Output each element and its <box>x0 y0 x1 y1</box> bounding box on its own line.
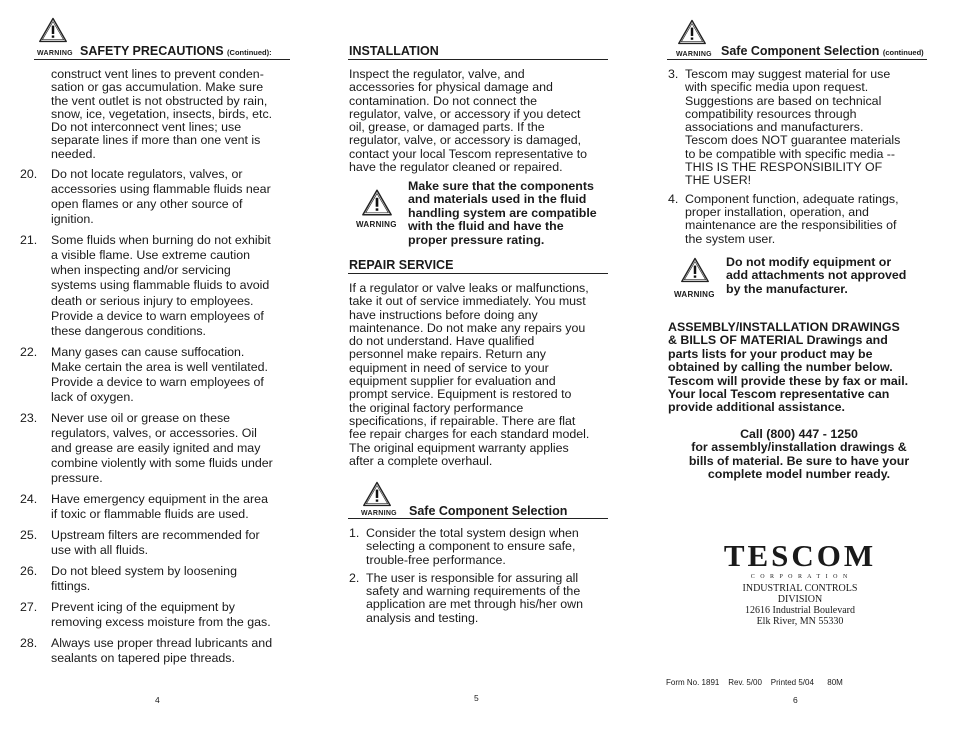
list-item <box>20 564 295 594</box>
safe-component-continued-list <box>668 68 930 251</box>
list-item-text: Consider the total system design when selecting a component to ensure safe, trouble-free performance. <box>366 526 579 567</box>
logo-wordmark: TESCOM <box>723 538 877 573</box>
warning-label: WARNING <box>361 510 397 517</box>
list-item <box>349 527 611 567</box>
warning-note-compatibility: Make sure that the components and materials used in the fluid handling system are compatible with the fluid and have the proper pressure rating. <box>408 179 597 247</box>
divider <box>667 59 927 60</box>
list-item-number: 3. <box>668 67 679 81</box>
page-number: 5 <box>474 693 479 703</box>
call-number-text: Call (800) 447 - 1250 for assembly/installation drawings & bills of material. Be sure to have your complete model number ready. <box>688 427 910 482</box>
page-number: 6 <box>793 695 798 705</box>
division-name: INDUSTRIAL CONTROLS DIVISION <box>742 583 858 605</box>
address-line-1: 12616 Industrial Boulevard <box>745 605 855 616</box>
list-item <box>20 233 295 339</box>
list-item <box>20 411 295 486</box>
list-item-text: Always use proper thread lubricants and sealants on tapered pipe threads. <box>51 636 273 666</box>
list-item-text: Do not bleed system by loosening fittings. <box>51 564 237 594</box>
safety-title: SAFETY PRECAUTIONS <box>80 44 224 58</box>
list-item <box>668 68 930 188</box>
list-item-text: Many gases can cause suffocation. Make certain the area is well ventilated. Provide a device to warn employees of lack of oxygen. <box>51 344 268 404</box>
logo-corporation: C O R P O R A T I O N <box>750 574 850 580</box>
warning-label: WARNING <box>674 290 715 299</box>
safety-list <box>20 167 295 672</box>
form-info: Form No. 1891 Rev. 5/00 Printed 5/04 80M <box>666 678 843 687</box>
list-item-number: 2. <box>349 570 360 585</box>
list-item-number: 24. <box>20 492 38 507</box>
warning-note-modify: Do not modify equipment or add attachments not approved by the manufacturer. <box>726 255 907 296</box>
list-item <box>20 492 295 522</box>
divider <box>348 518 608 519</box>
page-title <box>80 44 272 58</box>
warning-label: WARNING <box>37 50 73 57</box>
list-item <box>20 167 295 227</box>
list-item-number: 21. <box>20 233 38 248</box>
list-item-number: 28. <box>20 636 38 650</box>
list-item-text: Prevent icing of the equipment by removing excess moisture from the gas. <box>51 600 271 630</box>
divider <box>34 59 290 60</box>
list-item-number: 25. <box>20 528 38 543</box>
list-item-text: Upstream filters are recommended for use with all fluids. <box>51 528 260 558</box>
list-item-number: 27. <box>20 600 38 615</box>
list-item-text: Tescom may suggest material for use with specific media upon request. Suggestions are based on technical compatibility resources through associations and manufacturers. Tescom does NOT guarantee materials to be compatible with specific media -- THIS IS THE RESPONSIBILITY OF THE USER! <box>685 67 901 188</box>
safety-intro-text: construct vent lines to prevent conden- sation or gas accumulation. Make sure the vent outlet is not obstructed by rain, snow, ice, vegetation, insects, birds, etc. Do not interconnect vent lines; use separate lines if more than one vent is needed. <box>51 67 273 161</box>
list-item-text: Never use oil or grease on these regulators, valves, or accessories. Oil and grease are easily ignited and may combine violently with some fluids under pressure. <box>51 410 273 486</box>
list-item-number: 23. <box>20 410 38 425</box>
list-item-text: Some fluids when burning do not exhibit a visible flame. Use extreme caution when inspecting and/or servicing systems using flammable fluids to avoid death or serious injury to employees. Provide a device to warn employees of these dangerous conditions. <box>51 233 271 338</box>
list-item <box>20 528 295 558</box>
list-item <box>20 636 295 666</box>
safe-component-heading: Safe Component Selection <box>409 504 568 518</box>
warning-icon <box>38 16 68 44</box>
page-title <box>721 44 924 58</box>
assembly-drawings-text: ASSEMBLY/INSTALLATION DRAWINGS & BILLS OF MATERIAL Drawings and parts lists for your product may be obtained by calling the number below. Tescom will provide these by fax or mail. Your local Tescom representative can provide additional assistance. <box>668 320 909 415</box>
list-item <box>349 572 611 625</box>
list-item-number: 20. <box>20 167 38 181</box>
list-item <box>20 345 295 405</box>
warning-icon <box>677 18 707 46</box>
warning-icon <box>362 480 392 508</box>
list-item <box>668 193 930 246</box>
safety-title-suffix: (Continued): <box>227 48 272 57</box>
warning-label: WARNING <box>356 220 397 229</box>
list-item-number: 26. <box>20 564 38 579</box>
installation-heading: INSTALLATION <box>349 44 439 58</box>
warning-label: WARNING <box>676 51 712 58</box>
list-item-text: Have emergency equipment in the area if toxic or flammable fluids are used. <box>51 492 268 522</box>
address-line-2: Elk River, MN 55330 <box>756 616 844 627</box>
warning-icon <box>680 256 710 284</box>
list-item-number: 4. <box>668 191 679 206</box>
list-item <box>20 600 295 630</box>
list-item-number: 22. <box>20 344 38 359</box>
safe-component-continued-title: Safe Component Selection <box>721 44 880 58</box>
continued-suffix: (continued) <box>882 48 924 57</box>
repair-service-heading: REPAIR SERVICE <box>349 258 454 272</box>
page-number: 4 <box>155 695 160 705</box>
safe-component-list <box>349 527 611 630</box>
divider <box>348 273 608 274</box>
list-item-text: Component function, adequate ratings, proper installation, operation, and maintenance are the responsibilities of the system user. <box>685 191 899 246</box>
list-item-text: The user is responsible for assuring all safety and warning requirements of the application are met through his/her own analysis and testing. <box>366 570 583 625</box>
list-item-number: 1. <box>349 526 360 540</box>
warning-icon <box>361 188 393 217</box>
installation-text: Inspect the regulator, valve, and accessories for physical damage and contamination. Do not connect the regulator, valve, or accessory if you detect oil, grease, or damaged parts. If the regulator, valve, or accessory is damaged, contact your local Tescom representative to have the regulator cleaned or repaired. <box>349 67 588 175</box>
tescom-logo <box>720 540 880 627</box>
list-item-text: Do not locate regulators, valves, or accessories using flammable fluids near open flames or any other source of ignition. <box>51 167 271 227</box>
repair-service-text: If a regulator or valve leaks or malfunctions, take it out of service immediately. You must have instructions before doing any maintenance. Do not make any repairs you do not understand. Have qualified personnel make repairs. Return any equipment in need of service to your equipment supplier for evaluation and prompt service. Equipment is restored to the original factory performance specifications, if repairable. There are flat fee repair charges for each standard model. The original equipment warranty applies after a complete overhaul. <box>349 281 590 468</box>
divider <box>348 59 608 60</box>
